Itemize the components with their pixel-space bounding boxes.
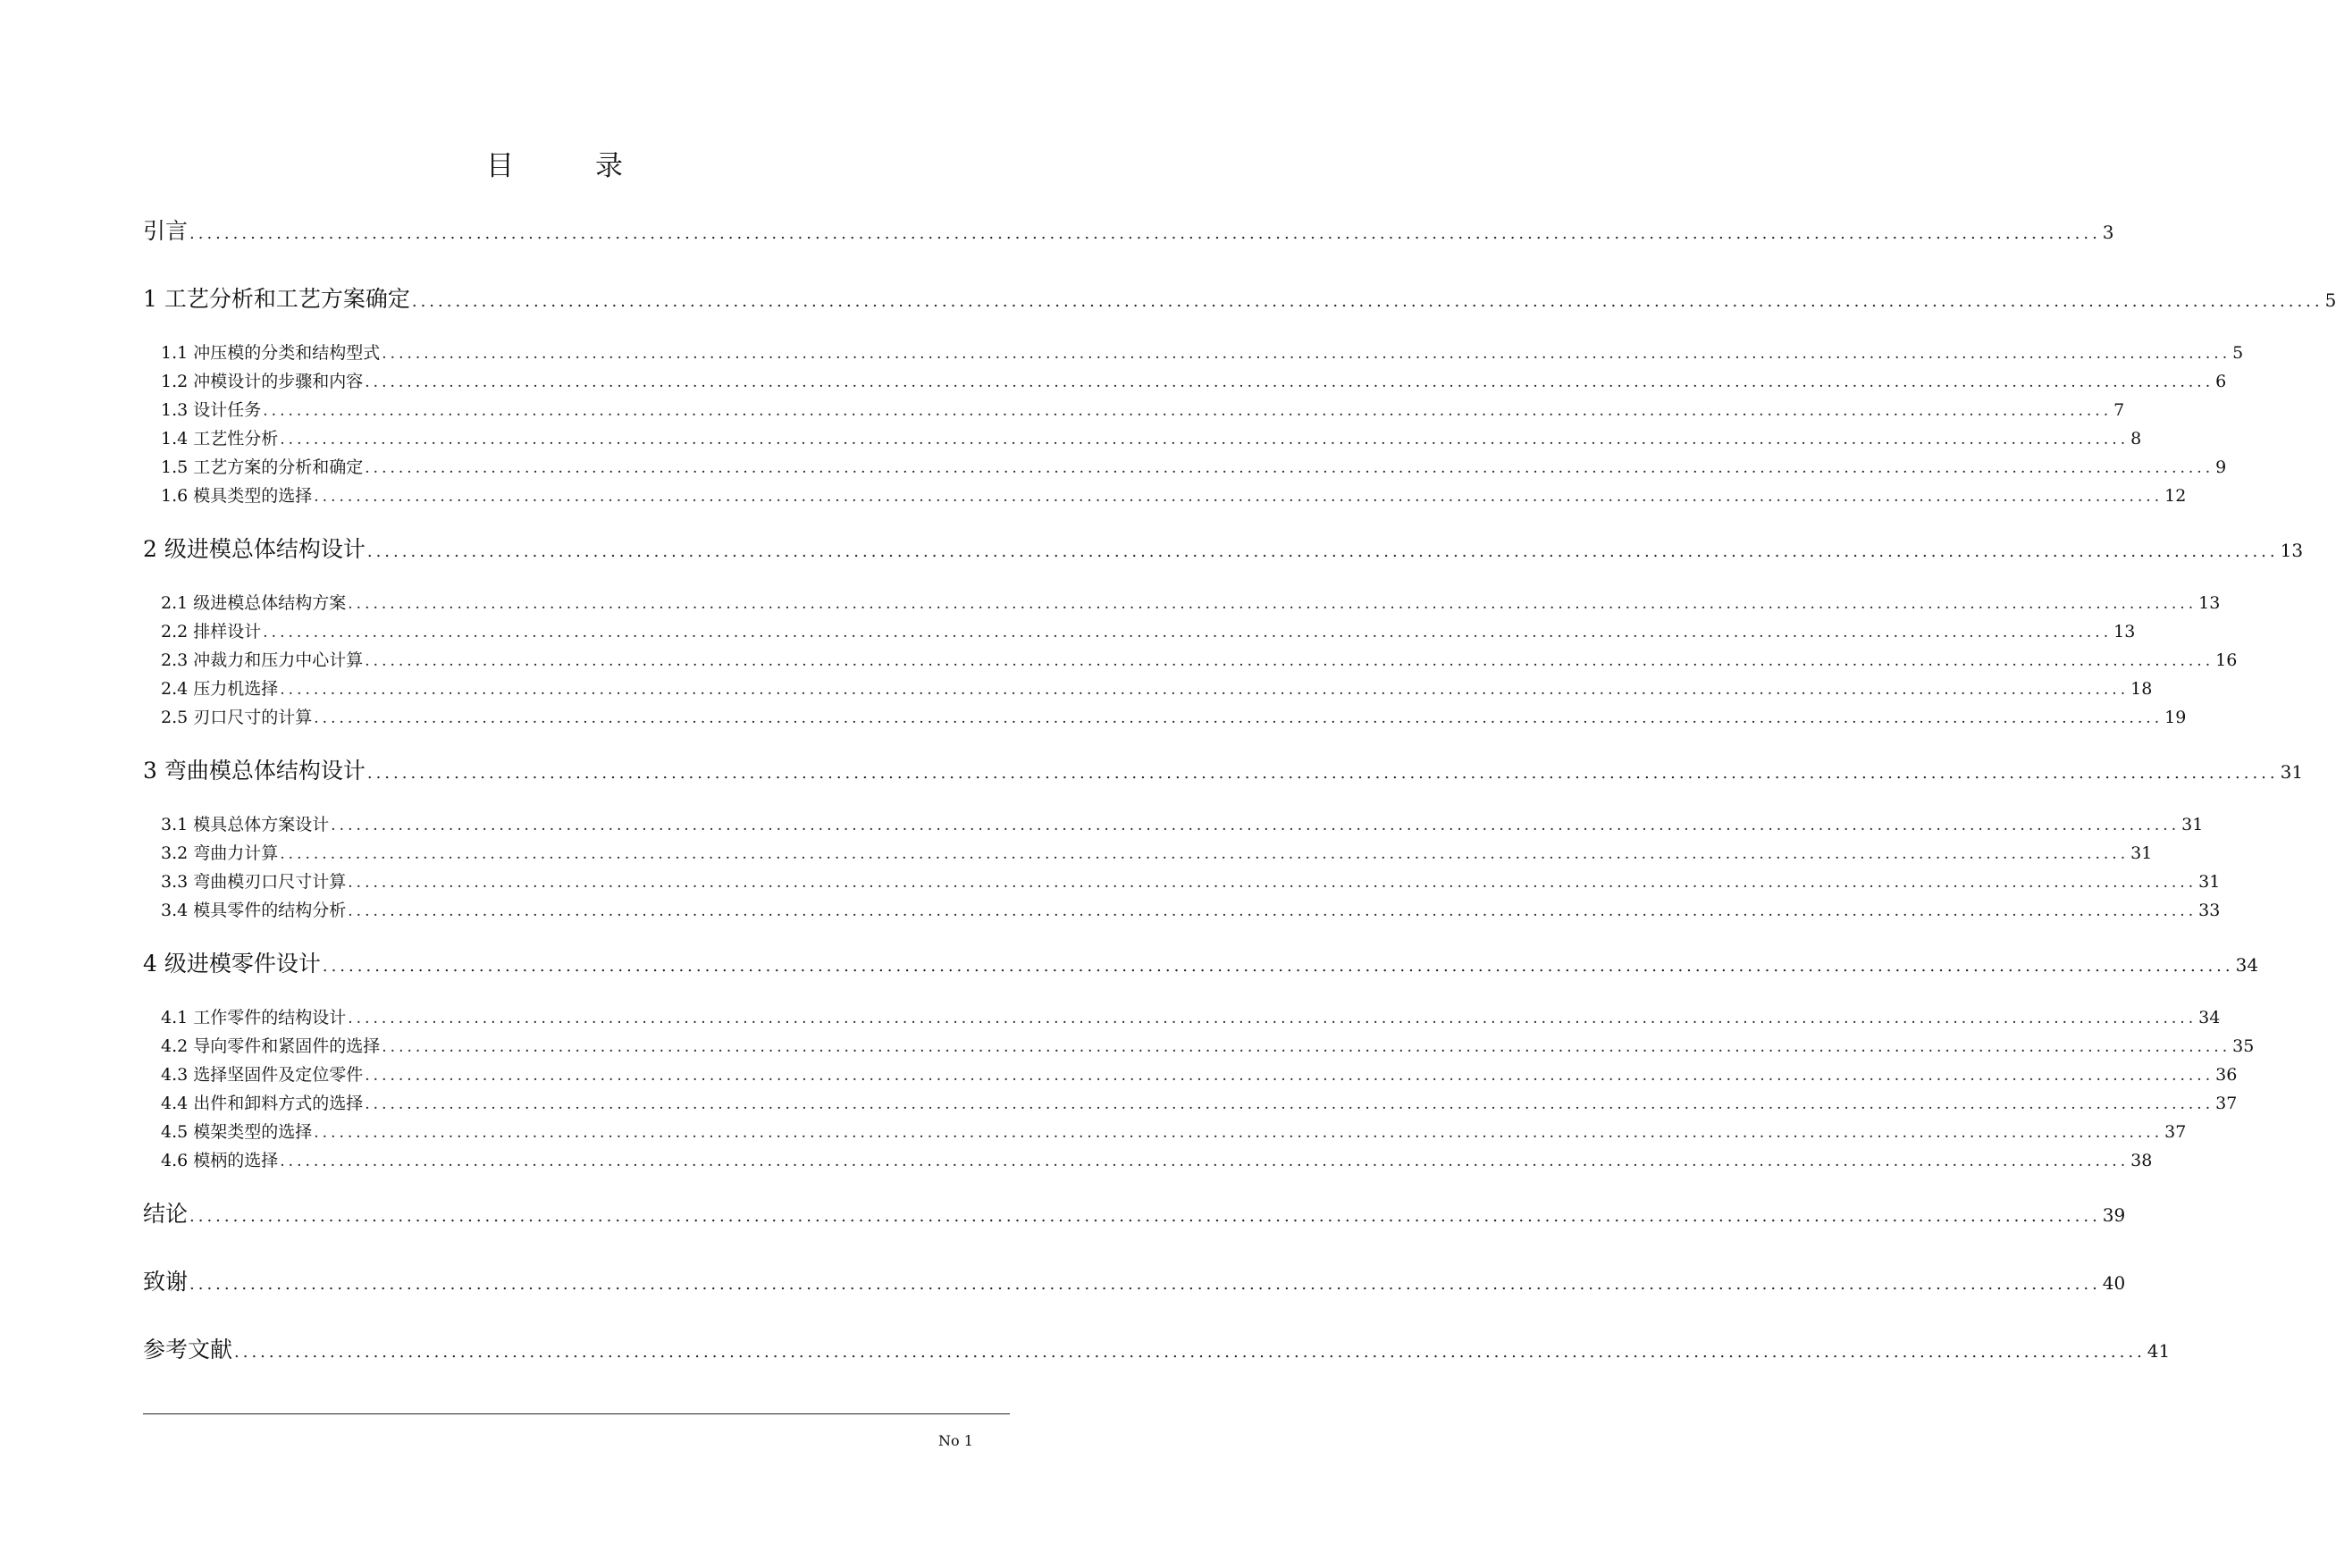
- toc-entry-label: 1.5 工艺方案的分析和确定: [161, 457, 364, 477]
- toc-chapter-entry[interactable]: [143, 949, 2259, 979]
- toc-leader-dots: ............................................................................................................................................................................................................................: [411, 292, 2323, 311]
- toc-section-entry[interactable]: [161, 340, 2244, 366]
- toc-entry-page-number: 34: [2198, 1008, 2221, 1027]
- toc-leader-dots: ............................................................................................................................................................................................................................: [322, 957, 2234, 976]
- toc-section-entry[interactable]: [161, 482, 2187, 509]
- toc-entry-label: 3.2 弯曲力计算: [161, 843, 279, 863]
- toc-section-entry[interactable]: [161, 1004, 2221, 1031]
- toc-section-entry[interactable]: [161, 425, 2142, 452]
- toc-leader-dots: ............................................................................................................................................................................................................................: [348, 595, 2197, 613]
- toc-entry-label: 2.4 压力机选择: [161, 679, 279, 699]
- toc-entry-page-number: 38: [2130, 1151, 2153, 1170]
- toc-leader-dots: ............................................................................................................................................................................................................................: [314, 1124, 2164, 1142]
- toc-entry-page-number: 13: [2113, 622, 2136, 641]
- toc-leader-dots: ............................................................................................................................................................................................................................: [331, 817, 2181, 834]
- toc-entry-page-number: 12: [2164, 486, 2187, 506]
- toc-entry-label: 4 级进模零件设计: [143, 951, 321, 977]
- toc-section-entry[interactable]: [161, 1033, 2255, 1060]
- toc-entry-page-number: 19: [2164, 708, 2187, 727]
- toc-entry-page-number: 31: [2280, 761, 2304, 783]
- toc-section-entry[interactable]: [161, 1147, 2153, 1174]
- toc-entry-page-number: 40: [2102, 1272, 2126, 1294]
- toc-leader-dots: ............................................................................................................................................................................................................................: [348, 902, 2197, 920]
- toc-entry-label: 3 弯曲模总体结构设计: [143, 758, 366, 784]
- footer-page-number: No 1: [938, 1432, 973, 1449]
- toc-leader-dots: ............................................................................................................................................................................................................................: [382, 345, 2231, 363]
- toc-section-entry[interactable]: [161, 368, 2227, 395]
- toc-entry-page-number: 31: [2130, 843, 2153, 863]
- toc-section-entry[interactable]: [161, 1119, 2187, 1145]
- toc-leader-dots: ............................................................................................................................................................................................................................: [189, 1207, 2101, 1226]
- toc-entry-page-number: 16: [2215, 650, 2238, 670]
- toc-leader-dots: ............................................................................................................................................................................................................................: [382, 1038, 2231, 1056]
- toc-section-entry[interactable]: [161, 840, 2153, 867]
- toc-chapter-entry[interactable]: [143, 284, 2336, 314]
- toc-leader-dots: ............................................................................................................................................................................................................................: [365, 652, 2214, 670]
- toc-entry-page-number: 41: [2147, 1340, 2171, 1362]
- toc-entry-page-number: 31: [2181, 815, 2204, 834]
- toc-entry-page-number: 36: [2215, 1065, 2238, 1085]
- toc-entry-page-number: 9: [2215, 457, 2227, 477]
- toc-leader-dots: ............................................................................................................................................................................................................................: [263, 624, 2113, 641]
- toc-section-entry[interactable]: [161, 590, 2221, 616]
- toc-entry-label: 1.2 冲模设计的步骤和内容: [161, 372, 364, 391]
- toc-section-entry[interactable]: [161, 868, 2221, 895]
- toc-entry-page-number: 18: [2130, 679, 2153, 699]
- toc-entry-page-number: 7: [2113, 400, 2125, 420]
- toc-leader-dots: ............................................................................................................................................................................................................................: [189, 1275, 2101, 1294]
- toc-entry-label: 2.2 排样设计: [161, 622, 262, 641]
- toc-entry-label: 3.3 弯曲模刃口尺寸计算: [161, 872, 347, 892]
- toc-leader-dots: ............................................................................................................................................................................................................................: [280, 681, 2130, 699]
- toc-entry-label: 2.5 刃口尺寸的计算: [161, 708, 313, 727]
- toc-leader-dots: ............................................................................................................................................................................................................................: [365, 1095, 2214, 1113]
- toc-entry-page-number: 33: [2198, 901, 2221, 920]
- toc-entry-page-number: 35: [2232, 1036, 2255, 1056]
- toc-section-entry[interactable]: [161, 1061, 2238, 1088]
- toc-entry-page-number: 13: [2198, 593, 2221, 613]
- toc-entry-page-number: 5: [2324, 289, 2336, 311]
- toc-section-entry[interactable]: [161, 897, 2221, 924]
- toc-entry-label: 1.1 冲压模的分类和结构型式: [161, 343, 381, 363]
- toc-entry-page-number: 6: [2215, 372, 2227, 391]
- toc-leader-dots: ............................................................................................................................................................................................................................: [365, 459, 2214, 477]
- toc-chapter-entry[interactable]: [143, 216, 2114, 247]
- toc-leader-dots: ............................................................................................................................................................................................................................: [280, 431, 2130, 449]
- toc-leader-dots: ............................................................................................................................................................................................................................: [280, 845, 2130, 863]
- page-title: 目 录: [486, 150, 650, 182]
- toc-chapter-entry[interactable]: [143, 1335, 2171, 1365]
- toc-entry-label: 3.1 模具总体方案设计: [161, 815, 330, 834]
- toc-chapter-entry[interactable]: [143, 1267, 2126, 1297]
- toc-entry-label: 1.3 设计任务: [161, 400, 262, 420]
- toc-entry-label: 4.1 工作零件的结构设计: [161, 1008, 347, 1027]
- toc-entry-label: 4.3 选择坚固件及定位零件: [161, 1065, 364, 1085]
- toc-entry-page-number: 34: [2235, 954, 2259, 976]
- toc-entry-label: 4.2 导向零件和紧固件的选择: [161, 1036, 381, 1056]
- toc-entry-page-number: 37: [2215, 1094, 2238, 1113]
- toc-section-entry[interactable]: [161, 397, 2125, 423]
- toc-leader-dots: ............................................................................................................................................................................................................................: [366, 764, 2279, 783]
- toc-leader-dots: ............................................................................................................................................................................................................................: [263, 402, 2113, 420]
- toc-entry-label: 4.6 模柄的选择: [161, 1151, 279, 1170]
- toc-leader-dots: ............................................................................................................................................................................................................................: [348, 874, 2197, 892]
- toc-section-entry[interactable]: [161, 675, 2153, 702]
- toc-entry-label: 2.1 级进模总体结构方案: [161, 593, 347, 613]
- toc-entry-label: 2.3 冲裁力和压力中心计算: [161, 650, 364, 670]
- toc-leader-dots: ............................................................................................................................................................................................................................: [366, 542, 2279, 561]
- toc-section-entry[interactable]: [161, 647, 2238, 674]
- toc-entry-page-number: 5: [2232, 343, 2244, 363]
- toc-entry-label: 致谢: [143, 1269, 189, 1295]
- toc-entry-label: 引言: [143, 218, 189, 244]
- toc-section-entry[interactable]: [161, 618, 2136, 645]
- toc-entry-page-number: 8: [2130, 429, 2142, 449]
- toc-entry-label: 结论: [143, 1201, 189, 1227]
- toc-entry-page-number: 37: [2164, 1122, 2187, 1142]
- toc-leader-dots: ............................................................................................................................................................................................................................: [280, 1153, 2130, 1170]
- toc-section-entry[interactable]: [161, 704, 2187, 731]
- toc-section-entry[interactable]: [161, 454, 2227, 481]
- toc-chapter-entry[interactable]: [143, 534, 2304, 565]
- toc-entry-page-number: 3: [2102, 222, 2114, 243]
- toc-entry-label: 1 工艺分析和工艺方案确定: [143, 286, 410, 312]
- toc-leader-dots: ............................................................................................................................................................................................................................: [314, 488, 2164, 506]
- toc-entry-label: 2 级进模总体结构设计: [143, 536, 366, 562]
- toc-entry-page-number: 13: [2280, 540, 2304, 561]
- toc-chapter-entry[interactable]: [143, 756, 2304, 786]
- toc-entry-label: 4.4 出件和卸料方式的选择: [161, 1094, 364, 1113]
- toc-entry-label: 1.4 工艺性分析: [161, 429, 279, 449]
- toc-entry-page-number: 31: [2198, 872, 2221, 892]
- toc-leader-dots: ............................................................................................................................................................................................................................: [189, 224, 2101, 243]
- toc-leader-dots: ............................................................................................................................................................................................................................: [234, 1343, 2146, 1362]
- toc-leader-dots: ............................................................................................................................................................................................................................: [365, 1067, 2214, 1085]
- toc-leader-dots: ............................................................................................................................................................................................................................: [314, 709, 2164, 727]
- toc-entry-label: 参考文献: [143, 1337, 233, 1363]
- toc-entry-label: 1.6 模具类型的选择: [161, 486, 313, 506]
- toc-entry-page-number: 39: [2102, 1204, 2126, 1226]
- toc-section-entry[interactable]: [161, 811, 2204, 838]
- toc-entry-label: 3.4 模具零件的结构分析: [161, 901, 347, 920]
- toc-section-entry[interactable]: [161, 1090, 2238, 1117]
- toc-chapter-entry[interactable]: [143, 1199, 2126, 1229]
- toc-leader-dots: ............................................................................................................................................................................................................................: [365, 373, 2214, 391]
- footer-divider: [143, 1413, 1010, 1414]
- toc-entry-label: 4.5 模架类型的选择: [161, 1122, 313, 1142]
- toc-leader-dots: ............................................................................................................................................................................................................................: [348, 1010, 2197, 1027]
